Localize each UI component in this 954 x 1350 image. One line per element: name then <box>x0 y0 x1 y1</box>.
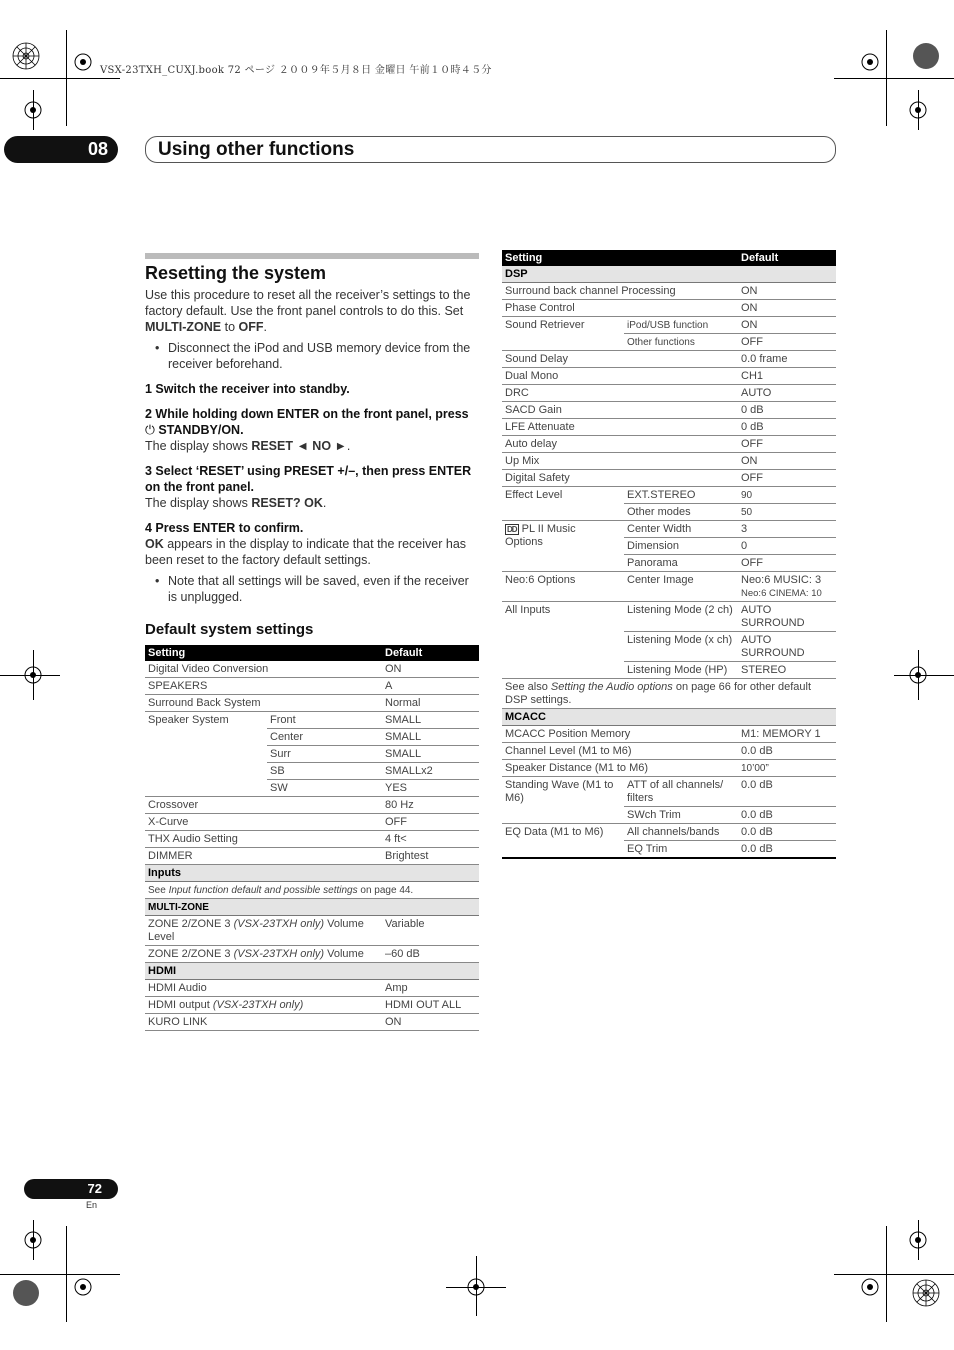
table-row: Standing Wave (M1 to M6) ATT of all channels/ filters 0.0 dB <box>502 777 836 807</box>
table-row: Up Mix ON <box>502 453 836 470</box>
table-row: Sound Delay 0.0 frame <box>502 351 836 368</box>
table-header <box>502 250 836 266</box>
step-2-body: The display shows RESET ◄ NO ►. <box>145 439 351 453</box>
table-row: LFE Attenuate 0 dB <box>502 419 836 436</box>
right-settings-table <box>502 250 836 859</box>
table-row: Dual Mono CH1 <box>502 368 836 385</box>
table-row: SPEAKERS A <box>145 678 479 695</box>
table-row: Crossover 80 Hz <box>145 797 479 814</box>
table-row: Speaker System Front SMALL <box>145 712 479 729</box>
print-metadata: VSX-23TXH_CUXJ.book 72 ページ ２００９年５月８日 金曜日 午前１０時４５分 <box>100 65 492 76</box>
header-default: Default <box>738 250 836 266</box>
group-inputs: Inputs <box>145 865 479 882</box>
table-row: THX Audio Setting 4 ft< <box>145 831 479 848</box>
section-divider <box>145 253 479 259</box>
table-header <box>145 645 479 661</box>
table-row: X-Curve OFF <box>145 814 479 831</box>
table-row: Surr SMALL <box>145 746 479 763</box>
table-row: Effect Level EXT.STEREO 90 <box>502 487 836 504</box>
table-row: See Input function default and possible settings on page 44. <box>145 882 479 899</box>
power-icon: ⏻ <box>145 423 155 437</box>
table-row: SB SMALLx2 <box>145 763 479 780</box>
chapter-number: 08 <box>4 136 118 163</box>
group-mcacc: MCACC <box>502 709 836 726</box>
table-row: EQ Trim 0.0 dB <box>502 841 836 859</box>
dolby-logo-icon: DD <box>507 525 517 534</box>
intro-paragraph: Use this procedure to reset all the receiver’s settings to the factory default. Use the front panel controls to do this. Set MULTI-ZONE to OFF. <box>145 288 471 334</box>
table-row: Dimension 0 <box>502 538 836 555</box>
header-setting: Setting <box>145 645 382 661</box>
group-multi-zone: MULTI-ZONE <box>145 899 479 916</box>
page-language: En <box>86 1200 98 1210</box>
left-settings-table <box>145 645 479 1031</box>
table-row: Surround Back System Normal <box>145 695 479 712</box>
table-row: ZONE 2/ZONE 3 (VSX-23TXH only) Volume –60 dB <box>145 946 479 963</box>
step-2-heading: 2 While holding down ENTER on the front panel, press ⏻ STANDBY/ON. <box>145 407 469 437</box>
group-hdmi: HDMI <box>145 963 479 980</box>
table-row: ZONE 2/ZONE 3 (VSX-23TXH only) Volume Level Variable <box>145 916 479 946</box>
table-row: SWch Trim 0.0 dB <box>502 807 836 824</box>
step-3-body: The display shows RESET? OK. <box>145 496 327 510</box>
table-row: SW YES <box>145 780 479 797</box>
header-setting: Setting <box>502 250 738 266</box>
table-row: Sound Retriever iPod/USB function ON <box>502 317 836 334</box>
table-row: MCACC Position Memory M1: MEMORY 1 <box>502 726 836 743</box>
bullet-disconnect: • Disconnect the iPod and USB memory device from the receiver beforehand. <box>145 340 479 372</box>
table-row: DRC AUTO <box>502 385 836 402</box>
header-default: Default <box>382 645 479 661</box>
table-row: Listening Mode (x ch) AUTO SURROUND <box>502 632 836 662</box>
table-row: Neo:6 Options Center Image Neo:6 MUSIC: 3 Neo:6 CINEMA: 10 <box>502 572 836 602</box>
step-4-heading: 4 Press ENTER to confirm. <box>145 521 304 535</box>
table-row: Other modes 50 <box>502 504 836 521</box>
table-row: Surround back channel Processing ON <box>502 283 836 300</box>
group-dsp: DSP <box>502 266 836 283</box>
table-row: See also Setting the Audio options on page 66 for other default DSP settings. <box>502 679 836 709</box>
step-1: 1 Switch the receiver into standby. <box>145 382 350 396</box>
table-row: Panorama OFF <box>502 555 836 572</box>
table-row: Digital Video Conversion ON <box>145 661 479 678</box>
table-row: EQ Data (M1 to M6) All channels/bands 0.0 dB <box>502 824 836 841</box>
table-row: HDMI Audio Amp <box>145 980 479 997</box>
step-4-body: OK appears in the display to indicate that the receiver has been reset to the factory default settings. <box>145 537 467 567</box>
bullet-note: • Note that all settings will be saved, even if the receiver is unplugged. <box>145 573 479 605</box>
section-title: Resetting the system <box>145 263 327 283</box>
left-column-text <box>145 287 479 605</box>
table-row: Auto delay OFF <box>502 436 836 453</box>
table-row: DIMMER Brightest <box>145 848 479 865</box>
table-row: DD PL II Music Options Center Width 3 <box>502 521 836 538</box>
table-row: Listening Mode (HP) STEREO <box>502 662 836 679</box>
table-row: Speaker Distance (M1 to M6) 10’00” <box>502 760 836 777</box>
table-row: Center SMALL <box>145 729 479 746</box>
chapter-title: Using other functions <box>145 136 836 163</box>
table-row: Phase Control ON <box>502 300 836 317</box>
table-row: Channel Level (M1 to M6) 0.0 dB <box>502 743 836 760</box>
table-row: Digital Safety OFF <box>502 470 836 487</box>
table-row: KURO LINK ON <box>145 1014 479 1031</box>
step-3-heading: 3 Select ‘RESET’ using PRESET +/–, then press ENTER on the front panel. <box>145 464 472 494</box>
table-row: HDMI output (VSX-23TXH only) HDMI OUT ALL <box>145 997 479 1014</box>
page-number: 72 <box>24 1179 118 1199</box>
defaults-title: Default system settings <box>145 621 314 638</box>
table-row: Other functions OFF <box>502 334 836 351</box>
table-row: All Inputs Listening Mode (2 ch) AUTO SURROUND <box>502 602 836 632</box>
table-row: SACD Gain 0 dB <box>502 402 836 419</box>
